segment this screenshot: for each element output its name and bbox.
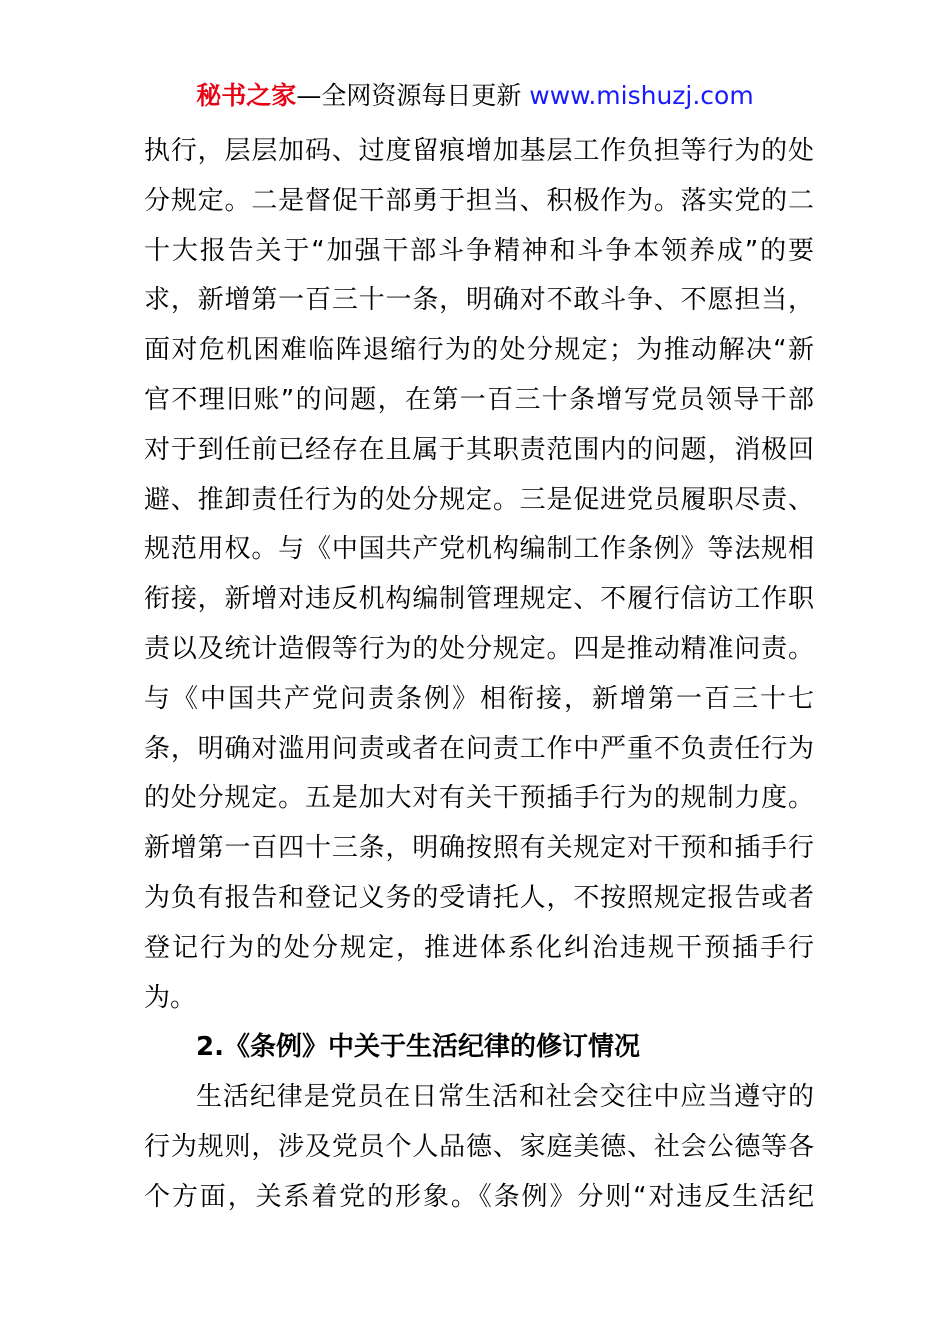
text-line: 生活纪律是党员在日常生活和社会交往中应当遵守的 [196, 1082, 814, 1113]
site-header [0, 78, 950, 114]
text-line: 分规定。二是督促干部勇于担当、积极作为。落实党的二 [144, 185, 814, 216]
text-line: 衔接，新增对违反机构编制管理规定、不履行信访工作职 [144, 584, 814, 615]
text-line: 面对危机困难临阵退缩行为的处分规定；为推动解决“新 [144, 335, 814, 366]
section-heading: 2.《条例》中关于生活纪律的修订情况 [196, 1032, 640, 1063]
text-line: 规范用权。与《中国共产党机构编制工作条例》等法规相 [144, 534, 814, 565]
text-line: 与《中国共产党问责条例》相衔接，新增第一百三十七 [144, 683, 814, 714]
text-line: 官不理旧账”的问题，在第一百三十条增写党员领导干部 [144, 384, 814, 415]
text-line: 十大报告关于“加强干部斗争精神和斗争本领养成”的要 [144, 235, 814, 266]
paragraph-2 [144, 1073, 814, 1222]
text-line: 个方面，关系着党的形象。《条例》分则“对违反生活纪 [144, 1181, 814, 1212]
site-tagline: —全网资源每日更新 [296, 81, 522, 110]
paragraph-1 [144, 127, 814, 1023]
text-line: 避、推卸责任行为的处分规定。三是促进党员履职尽责、 [144, 484, 814, 515]
text-line: 新增第一百四十三条，明确按照有关规定对干预和插手行 [144, 833, 814, 864]
text-line: 为。 [144, 982, 197, 1013]
text-line: 登记行为的处分规定，推进体系化纠治违规干预插手行 [144, 932, 814, 963]
site-url-link[interactable]: www.mishuzj.com [529, 81, 754, 110]
text-line: 为负有报告和登记义务的受请托人，不按照规定报告或者 [144, 882, 814, 913]
text-line: 的处分规定。五是加大对有关干预插手行为的规制力度。 [144, 783, 814, 814]
text-line: 对于到任前已经存在且属于其职责范围内的问题，消极回 [144, 434, 814, 465]
text-line: 条，明确对滥用问责或者在问责工作中严重不负责任行为 [144, 733, 814, 764]
text-line: 求，新增第一百三十一条，明确对不敢斗争、不愿担当， [144, 285, 814, 316]
text-line: 行为规则，涉及党员个人品德、家庭美德、社会公德等各 [144, 1131, 814, 1162]
text-line: 执行，层层加码、过度留痕增加基层工作负担等行为的处 [144, 136, 814, 166]
site-brand: 秘书之家 [196, 81, 297, 110]
text-line: 责以及统计造假等行为的处分规定。四是推动精准问责。 [144, 633, 814, 664]
document-body [144, 127, 814, 1223]
